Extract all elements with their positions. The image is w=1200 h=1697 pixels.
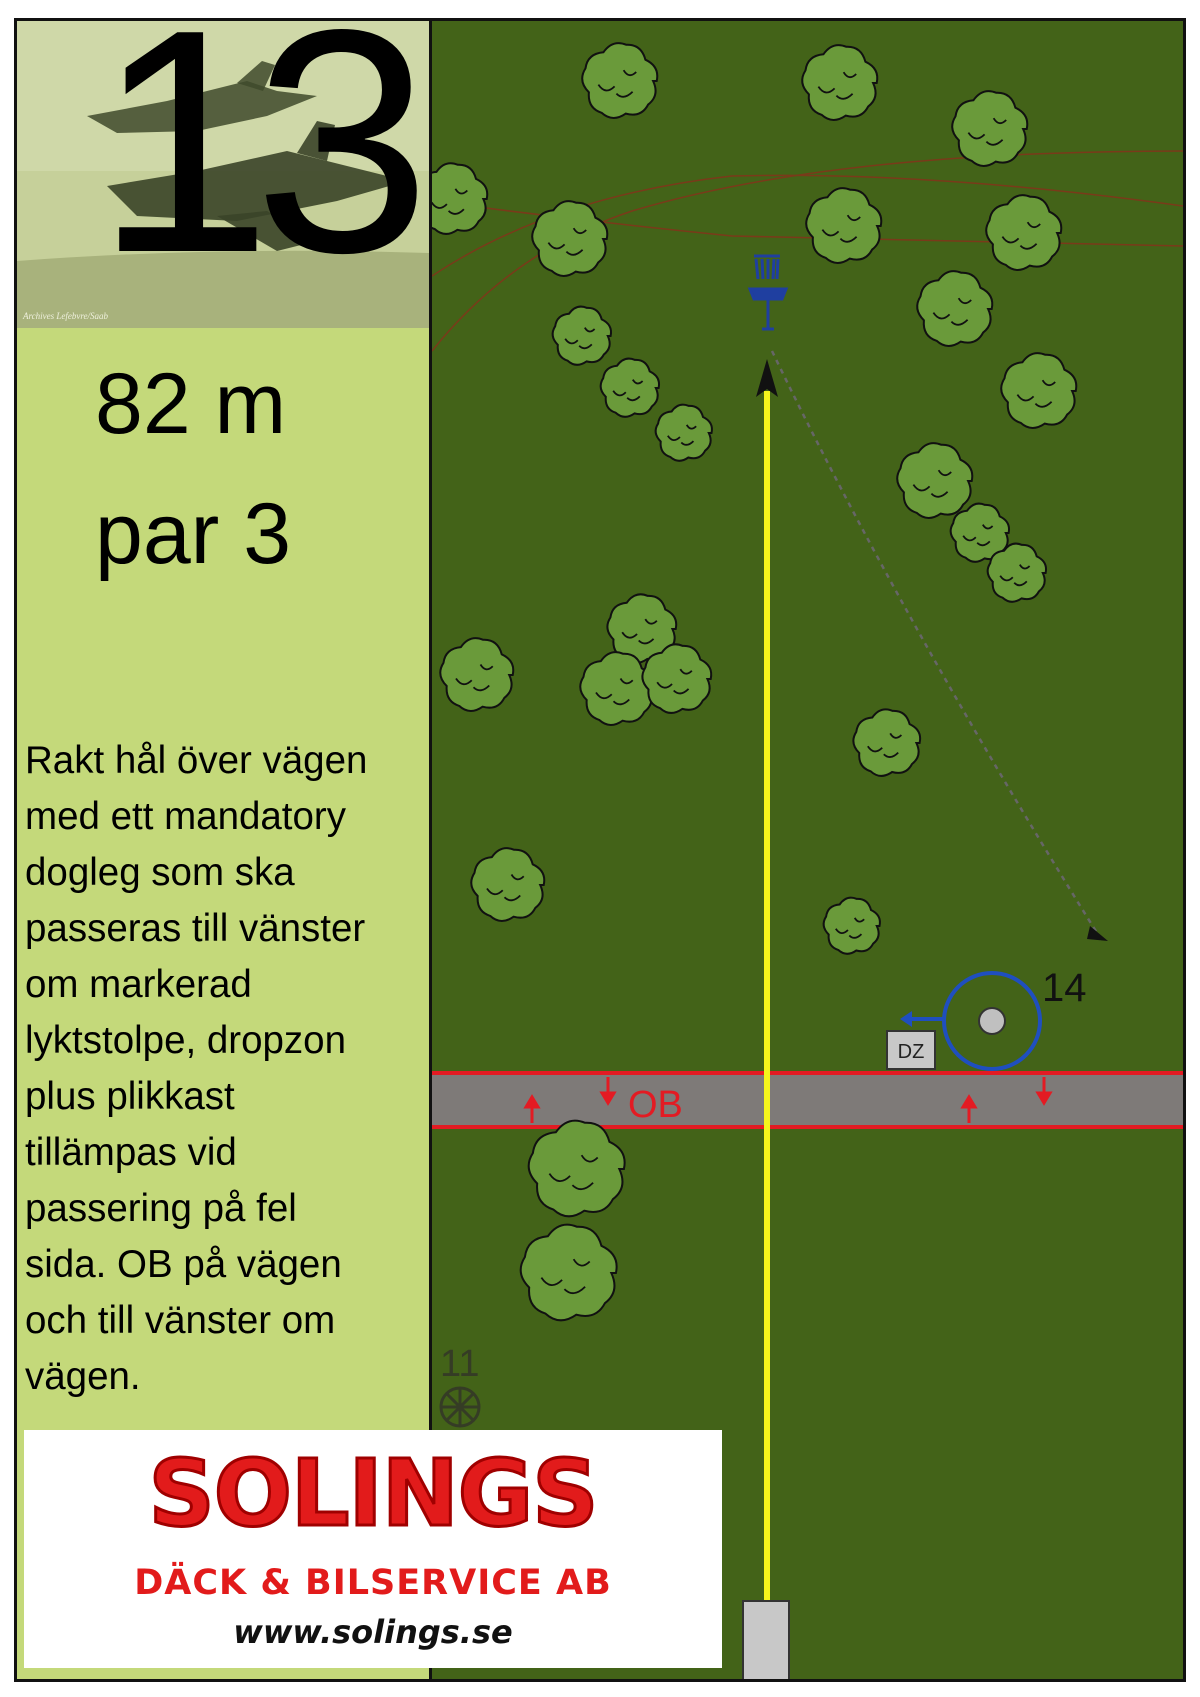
description-line: sida. OB på vägen [25, 1243, 342, 1286]
other-hole-label: 11 [440, 1343, 480, 1385]
sponsor-name: SOLINGS [148, 1440, 598, 1547]
description-line: och till vänster om [25, 1299, 336, 1342]
description-line: dogleg som ska [25, 851, 295, 894]
sponsor-subtitle: DÄCK & BILSERVICE AB [134, 1563, 612, 1603]
description-line: med ett mandatory [25, 795, 346, 838]
dropzone-label: DZ [897, 1041, 925, 1063]
description-line: vägen. [25, 1355, 141, 1398]
description-line: Rakt hål över vägen [25, 739, 368, 782]
ob-label: OB [628, 1084, 683, 1126]
description-line: plus plikkast [25, 1075, 235, 1118]
hole-description [25, 733, 433, 1405]
next-hole-label: 14 [1042, 966, 1087, 1010]
header-photo [17, 21, 429, 328]
hole-number: 13 [95, 21, 413, 319]
lamp-post-icon [979, 1008, 1005, 1034]
wheel-icon [441, 1388, 479, 1426]
sponsor-url: www.solings.se [233, 1613, 513, 1651]
tee-pad [743, 1601, 789, 1679]
road [432, 1073, 1183, 1127]
photo-credit: Archives Lefebvre/Saab [23, 311, 109, 321]
description-line: lyktstolpe, dropzon [25, 1019, 347, 1062]
description-line: passeras till vänster [25, 907, 366, 950]
hole-par: par 3 [95, 486, 292, 582]
sponsor-banner [24, 1430, 722, 1668]
description-line: tillämpas vid [25, 1131, 237, 1174]
description-line: passering på fel [25, 1187, 297, 1230]
description-line: om markerad [25, 963, 252, 1006]
hole-distance: 82 m [95, 356, 287, 452]
